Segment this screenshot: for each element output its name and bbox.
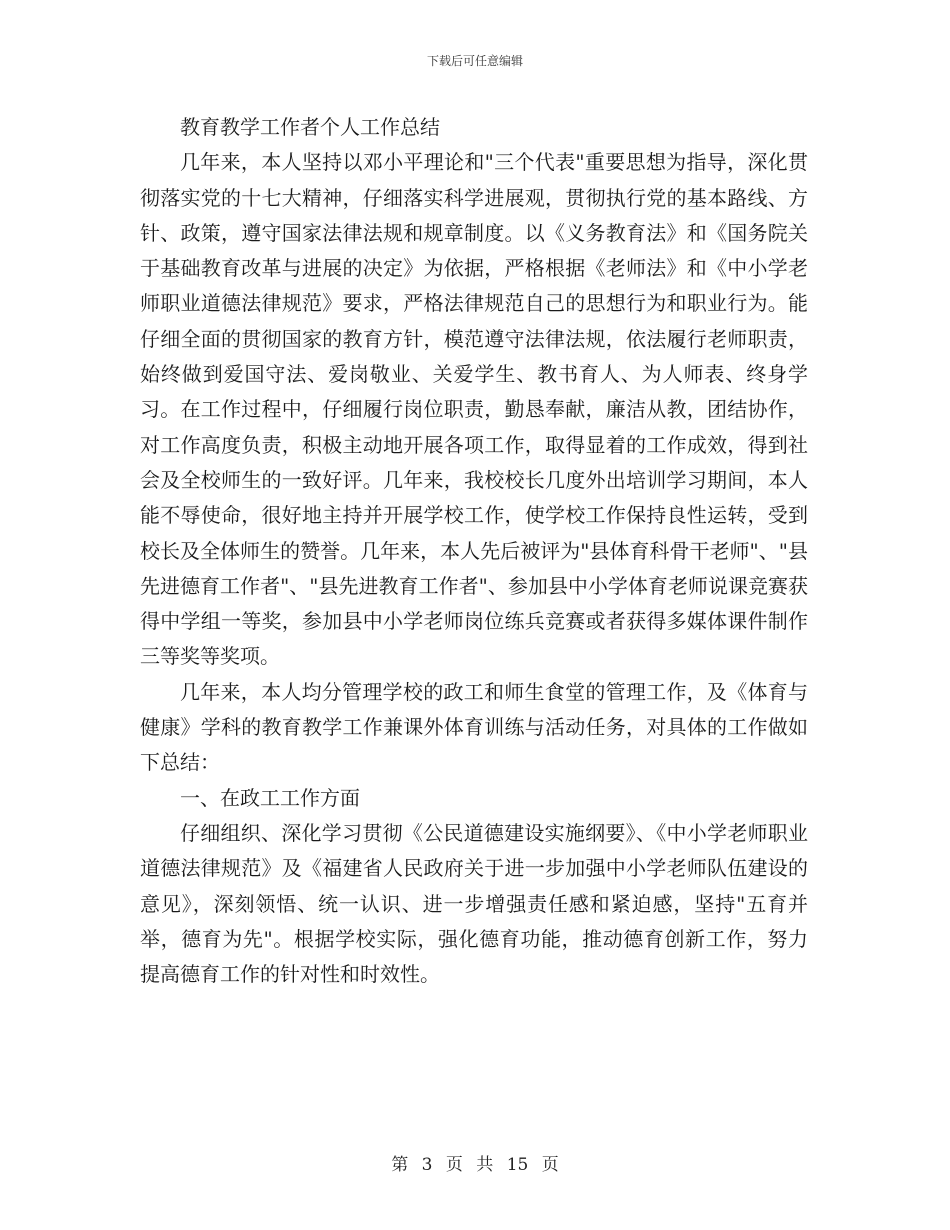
page-footer xyxy=(0,1153,950,1177)
paragraph: 仔细组织、深化学习贯彻《公民道德建设实施纲要》、《中小学老师职业道德法律规范》及《福建省人民政府关于进一步加强中小学老师队伍建设的意见》，深刻领悟、统一认识、进一步增强责任感和紧迫感，坚持"五育并举，德育为先"。根据学校实际，强化德育功能，推动德育创新工作，努力提高德育工作的针对性和时效性。 xyxy=(140,820,808,987)
footer-page-suffix: 页 xyxy=(541,1155,559,1175)
section-heading: 一、在政工工作方面 xyxy=(180,785,360,810)
document-title: 教育教学工作者个人工作总结 xyxy=(180,115,440,139)
footer-total-prefix: 共 xyxy=(476,1155,494,1175)
document-body xyxy=(140,110,808,992)
footer-current-page: 3 xyxy=(421,1155,433,1175)
footer-page-prefix: 第 xyxy=(391,1155,409,1175)
footer-page-mid: 页 xyxy=(445,1155,463,1175)
header-note: 下载后可任意编辑 xyxy=(426,54,523,68)
footer-total-pages: 15 xyxy=(506,1155,529,1175)
paragraph: 几年来，本人均分管理学校的政工和师生食堂的管理工作，及《体育与健康》学科的教育教学工作兼课外体育训练与活动任务，对具体的工作做如下总结： xyxy=(140,679,808,775)
paragraph: 几年来，本人坚持以邓小平理论和"三个代表"重要思想为指导，深化贯彻落实党的十七大精神，仔细落实科学进展观，贯彻执行党的基本路线、方针、政策，遵守国家法律法规和规章制度。以《义务教育法》和《国务院关于基础教育改革与进展的决定》为依据，严格根据《老师法》和《中小学老师职业道德法律规范》要求，严格法律规范自己的思想行为和职业行为。能仔细全面的贯彻国家的教育方针，模范遵守法律法规，依法履行老师职责，始终做到爱国守法、爱岗敬业、关爱学生、教书育人、为人师表、终身学习。在工作过程中，仔细履行岗位职责，勤恳奉献，廉洁从教，团结协作，对工作高度负责，积极主动地开展各项工作，取得显着的工作成效，得到社会及全校师生的一致好评。几年来，我校校长几度外出培训学习期间，本人能不辱使命，很好地主持并开展学校工作，使学校工作保持良性运转，受到校长及全体师生的赞誉。几年来，本人先后被评为"县体育科骨干老师"、"县先进德育工作者"、"县先进教育工作者"、参加县中小学体育老师说课竞赛获得中学组一等奖，参加县中小学老师岗位练兵竞赛或者获得多媒体课件制作三等奖等奖项。 xyxy=(140,150,808,669)
